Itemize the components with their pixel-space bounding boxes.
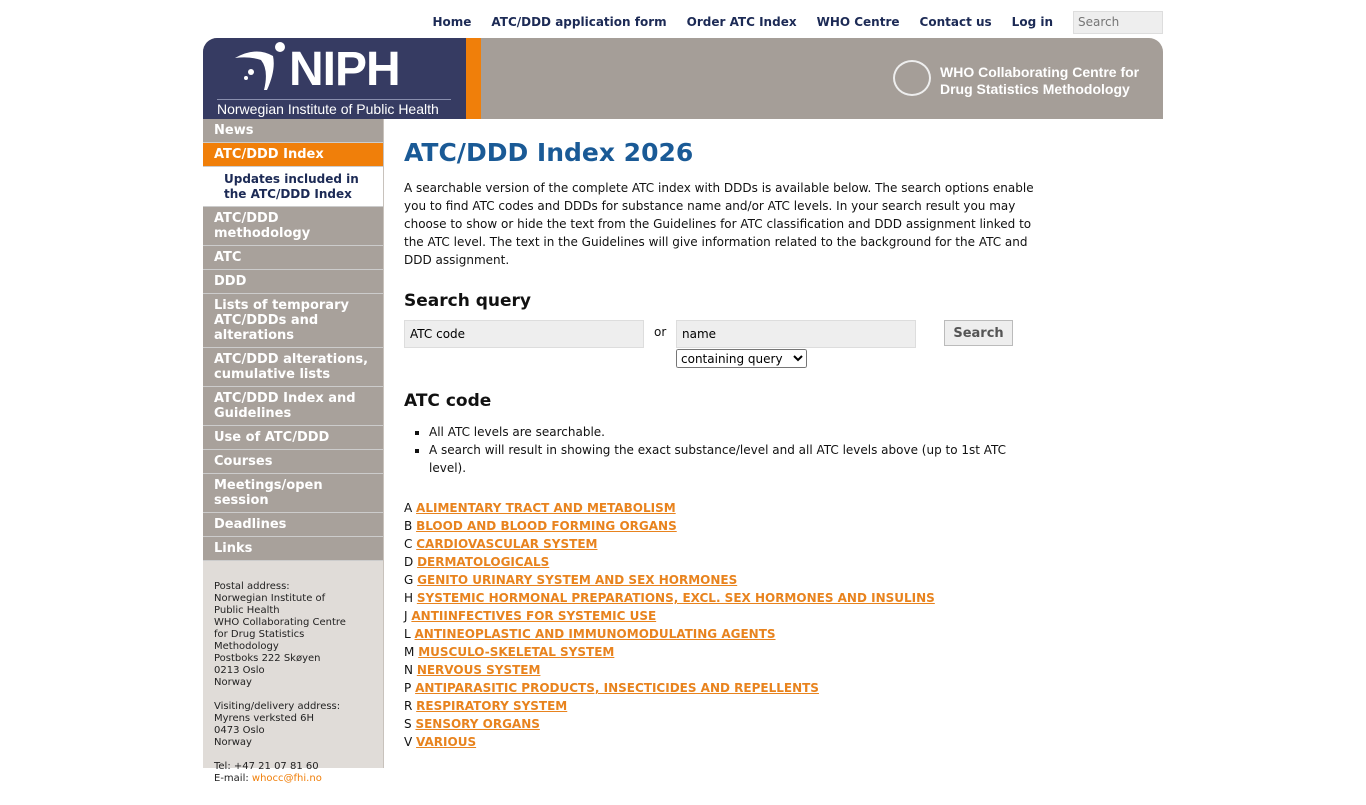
- address-line: Visiting/delivery address:: [214, 701, 341, 712]
- sidebar-item-ddd[interactable]: DDD: [203, 270, 383, 294]
- atc-group-row: [404, 571, 1044, 589]
- sidebar-item-updates[interactable]: Updates included in the ATC/DDD Index: [203, 167, 383, 207]
- nav-contact-us[interactable]: Contact us: [919, 15, 992, 29]
- search-heading: Search query: [404, 291, 531, 311]
- address-line: Norway: [214, 737, 252, 748]
- address-line: 0473 Oslo: [214, 725, 265, 736]
- atc-group-link[interactable]: ANTIPARASITIC PRODUCTS, INSECTICIDES AND REPELLENTS: [415, 681, 819, 695]
- atc-group-link[interactable]: RESPIRATORY SYSTEM: [416, 699, 568, 713]
- top-navigation: [203, 10, 1163, 34]
- sidebar-item-news[interactable]: News: [203, 119, 383, 143]
- atc-group-link[interactable]: GENITO URINARY SYSTEM AND SEX HORMONES: [417, 573, 738, 587]
- atc-letter: G: [404, 573, 414, 587]
- address-line: 0213 Oslo: [214, 665, 265, 676]
- name-input[interactable]: [676, 320, 916, 348]
- atc-notes: [429, 423, 1044, 477]
- atc-group-link[interactable]: SENSORY ORGANS: [415, 717, 540, 731]
- atc-letter: J: [404, 609, 408, 623]
- atc-group-link[interactable]: DERMATOLOGICALS: [417, 555, 550, 569]
- intro-text: A searchable version of the complete ATC index with DDDs is available below. The search options enable you to find ATC codes and DDDs for substance name and/or ATC levels. In your search result you may choose to show or hide the text from the Guidelines for ATC classification and DDD assignment linked to the ATC level. The text in the Guidelines will give information related to the background for the ATC and DDD assignment.: [404, 181, 1034, 267]
- sidebar-item-alterations[interactable]: ATC/DDD alterations, cumulative lists: [203, 348, 383, 387]
- atc-letter: L: [404, 627, 411, 641]
- atc-group-row: [404, 697, 1044, 715]
- atc-group-row: [404, 517, 1044, 535]
- sidebar-item-temporary-lists[interactable]: Lists of temporary ATC/DDDs and alterations: [203, 294, 383, 348]
- atc-group-row: [404, 535, 1044, 553]
- sidebar-item-atc[interactable]: ATC: [203, 246, 383, 270]
- address-line: Postboks 222 Skøyen: [214, 653, 321, 664]
- atc-group-row: [404, 643, 1044, 661]
- sidebar-item-links[interactable]: Links: [203, 537, 383, 561]
- search-form: [404, 311, 1044, 391]
- address-line: Public Health: [214, 605, 280, 616]
- sidebar-item-index-guidelines[interactable]: ATC/DDD Index and Guidelines: [203, 387, 383, 426]
- niph-figure-icon: [231, 40, 286, 95]
- sidebar-item-courses[interactable]: Courses: [203, 450, 383, 474]
- match-type-select[interactable]: [676, 349, 807, 368]
- atc-letter: P: [404, 681, 412, 695]
- atc-group-link[interactable]: ANTIINFECTIVES FOR SYSTEMIC USE: [411, 609, 657, 623]
- atc-group-link[interactable]: BLOOD AND BLOOD FORMING ORGANS: [416, 519, 677, 533]
- atc-letter: C: [404, 537, 413, 551]
- who-centre-title: WHO Collaborating Centre for Drug Statistics Methodology: [940, 64, 1140, 97]
- orange-stripe: [466, 38, 481, 119]
- list-item: ▪ All ATC levels are searchable.: [429, 423, 1044, 441]
- sidebar-item-methodology[interactable]: ATC/DDD methodology: [203, 207, 383, 246]
- atc-letter: D: [404, 555, 414, 569]
- nav-order-atc-index[interactable]: Order ATC Index: [686, 15, 797, 29]
- atc-group-row: [404, 625, 1044, 643]
- atc-group-row: [404, 679, 1044, 697]
- atc-group-row: [404, 589, 1044, 607]
- address-line: Norway: [214, 677, 252, 688]
- sidebar-item-use[interactable]: Use of ATC/DDD: [203, 426, 383, 450]
- atc-group-row: [404, 553, 1044, 571]
- email-link[interactable]: whocc@fhi.no: [251, 773, 322, 784]
- atc-letter: R: [404, 699, 413, 713]
- sidebar: [203, 119, 384, 784]
- search-button[interactable]: Search: [944, 320, 1013, 346]
- atc-code-input[interactable]: [404, 320, 644, 348]
- address-line: Methodology: [214, 641, 279, 652]
- atc-letter: S: [404, 717, 412, 731]
- site-search-input[interactable]: [1073, 11, 1163, 34]
- address-line: for Drug Statistics: [214, 629, 305, 640]
- atc-group-link[interactable]: MUSCULO-SKELETAL SYSTEM: [418, 645, 615, 659]
- visiting-address: [214, 701, 372, 749]
- or-label: or: [654, 325, 667, 339]
- main-content: [404, 138, 1044, 751]
- nav-application-form[interactable]: ATC/DDD application form: [491, 15, 667, 29]
- banner: [203, 38, 1163, 119]
- address-line: Postal address:: [214, 581, 290, 592]
- atc-group-row: [404, 661, 1044, 679]
- atc-letter: M: [404, 645, 415, 659]
- sidebar-item-deadlines[interactable]: Deadlines: [203, 513, 383, 537]
- postal-address: [214, 581, 372, 689]
- atc-group-row: [404, 733, 1044, 751]
- atc-group-row: [404, 499, 1044, 517]
- address-line: Myrens verksted 6H: [214, 713, 314, 724]
- atc-group-link[interactable]: NERVOUS SYSTEM: [416, 663, 541, 677]
- atc-group-link[interactable]: VARIOUS: [416, 735, 477, 749]
- atc-group-row: [404, 715, 1044, 733]
- nav-log-in[interactable]: Log in: [1011, 15, 1053, 29]
- address-line: Norwegian Institute of: [214, 593, 326, 604]
- niph-logo[interactable]: NIPH Norwegian Institute of Public Health: [203, 38, 466, 119]
- atc-code-heading: ATC code: [404, 391, 492, 411]
- email-line: E-mail: whocc@fhi.no: [214, 773, 322, 784]
- who-emblem-icon: [893, 60, 931, 96]
- address-line: WHO Collaborating Centre: [214, 617, 346, 628]
- nav-who-centre[interactable]: WHO Centre: [816, 15, 900, 29]
- telephone: Tel: +47 21 07 81 60: [214, 761, 319, 772]
- address-block: [203, 561, 383, 805]
- page-title: ATC/DDD Index 2026: [404, 138, 694, 167]
- atc-group-link[interactable]: ANTINEOPLASTIC AND IMMUNOMODULATING AGENTS: [414, 627, 776, 641]
- atc-group-link[interactable]: CARDIOVASCULAR SYSTEM: [416, 537, 598, 551]
- atc-letter: H: [404, 591, 414, 605]
- atc-group-link[interactable]: SYSTEMIC HORMONAL PREPARATIONS, EXCL. SEX HORMONES AND INSULINS: [416, 591, 935, 605]
- atc-letter: V: [404, 735, 413, 749]
- atc-letter: B: [404, 519, 413, 533]
- atc-group-link[interactable]: ALIMENTARY TRACT AND METABOLISM: [416, 501, 676, 515]
- list-item: ▪ A search will result in showing the exact substance/level and all ATC levels above (up to 1st ATC level).: [429, 441, 1044, 477]
- atc-group-row: [404, 607, 1044, 625]
- atc-letter: A: [404, 501, 413, 515]
- nav-home[interactable]: Home: [432, 15, 472, 29]
- atc-group-list: [404, 499, 1044, 751]
- sidebar-item-meetings[interactable]: Meetings/open session: [203, 474, 383, 513]
- atc-letter: N: [404, 663, 413, 677]
- sidebar-item-atc-ddd-index[interactable]: ATC/DDD Index: [203, 143, 383, 167]
